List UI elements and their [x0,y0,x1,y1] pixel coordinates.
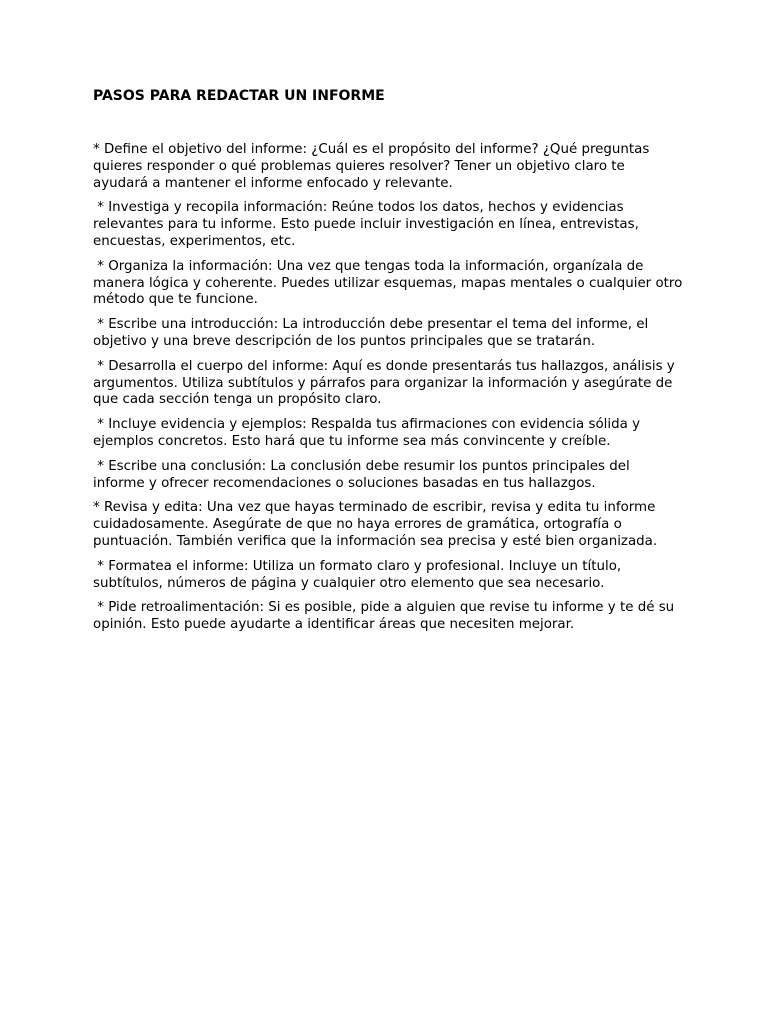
document-title: PASOS PARA REDACTAR UN INFORME [93,88,385,104]
document-page [93,86,687,642]
paragraph-introduccion: * Escribe una introducción: La introducción debe presentar el tema del informe, el objetivo y una breve descripción de los puntos principales que se tratarán. [93,317,653,349]
paragraph-evidencia: * Incluye evidencia y ejemplos: Respalda tus afirmaciones con evidencia sólida y ejemplos concretos. Esto hará que tu informe sea más convincente y creíble. [93,417,645,449]
paragraph-conclusion: * Escribe una conclusión: La conclusión debe resumir los puntos principales del informe y ofrecer recomendaciones o soluciones basadas en tus hallazgos. [93,458,634,491]
paragraph-retroalimentacion: * Pide retroalimentación: Si es posible, pide a alguien que revise tu informe y te dé su opinión. Esto puede ayudarte a identificar áreas que necesiten mejorar. [93,600,679,633]
paragraph-organiza: * Organiza la información: Una vez que tengas toda la información, organízala de manera lógica y coherente. Puedes utilizar esquemas, mapas mentales o cualquier otro método que te funcione. [93,258,687,308]
paragraph-investiga: * Investiga y recopila información: Reúne todos los datos, hechos y evidencias relevantes para tu informe. Esto puede incluir investigación en línea, entrevistas, encuestas, experimentos, etc. [93,200,644,249]
paragraph-revisa: * Revisa y edita: Una vez que hayas terminado de escribir, revisa y edita tu informe cuidadosamente. Asegúrate de que no haya errores de gramática, ortografía o puntuación. También verifica que la información sea precisa y esté bien organizada. [93,500,660,549]
paragraph-formatea: * Formatea el informe: Utiliza un formato claro y profesional. Incluye un título, subtítulos, números de página y cualquier otro elemento que sea necesario. [93,558,626,591]
paragraph-define-objetivo: * Define el objetivo del informe: ¿Cuál es el propósito del informe? ¿Qué preguntas quieres responder o qué problemas quieres resolver? Tener un objetivo claro te ayudará a mantener el informe enfocado y relevante. [93,142,654,191]
paragraph-desarrolla: * Desarrolla el cuerpo del informe: Aquí es donde presentarás tus hallazgos, análisis y argumentos. Utiliza subtítulos y párrafos para organizar la información y asegúrate de que cada sección tenga un propósito claro. [93,358,679,408]
